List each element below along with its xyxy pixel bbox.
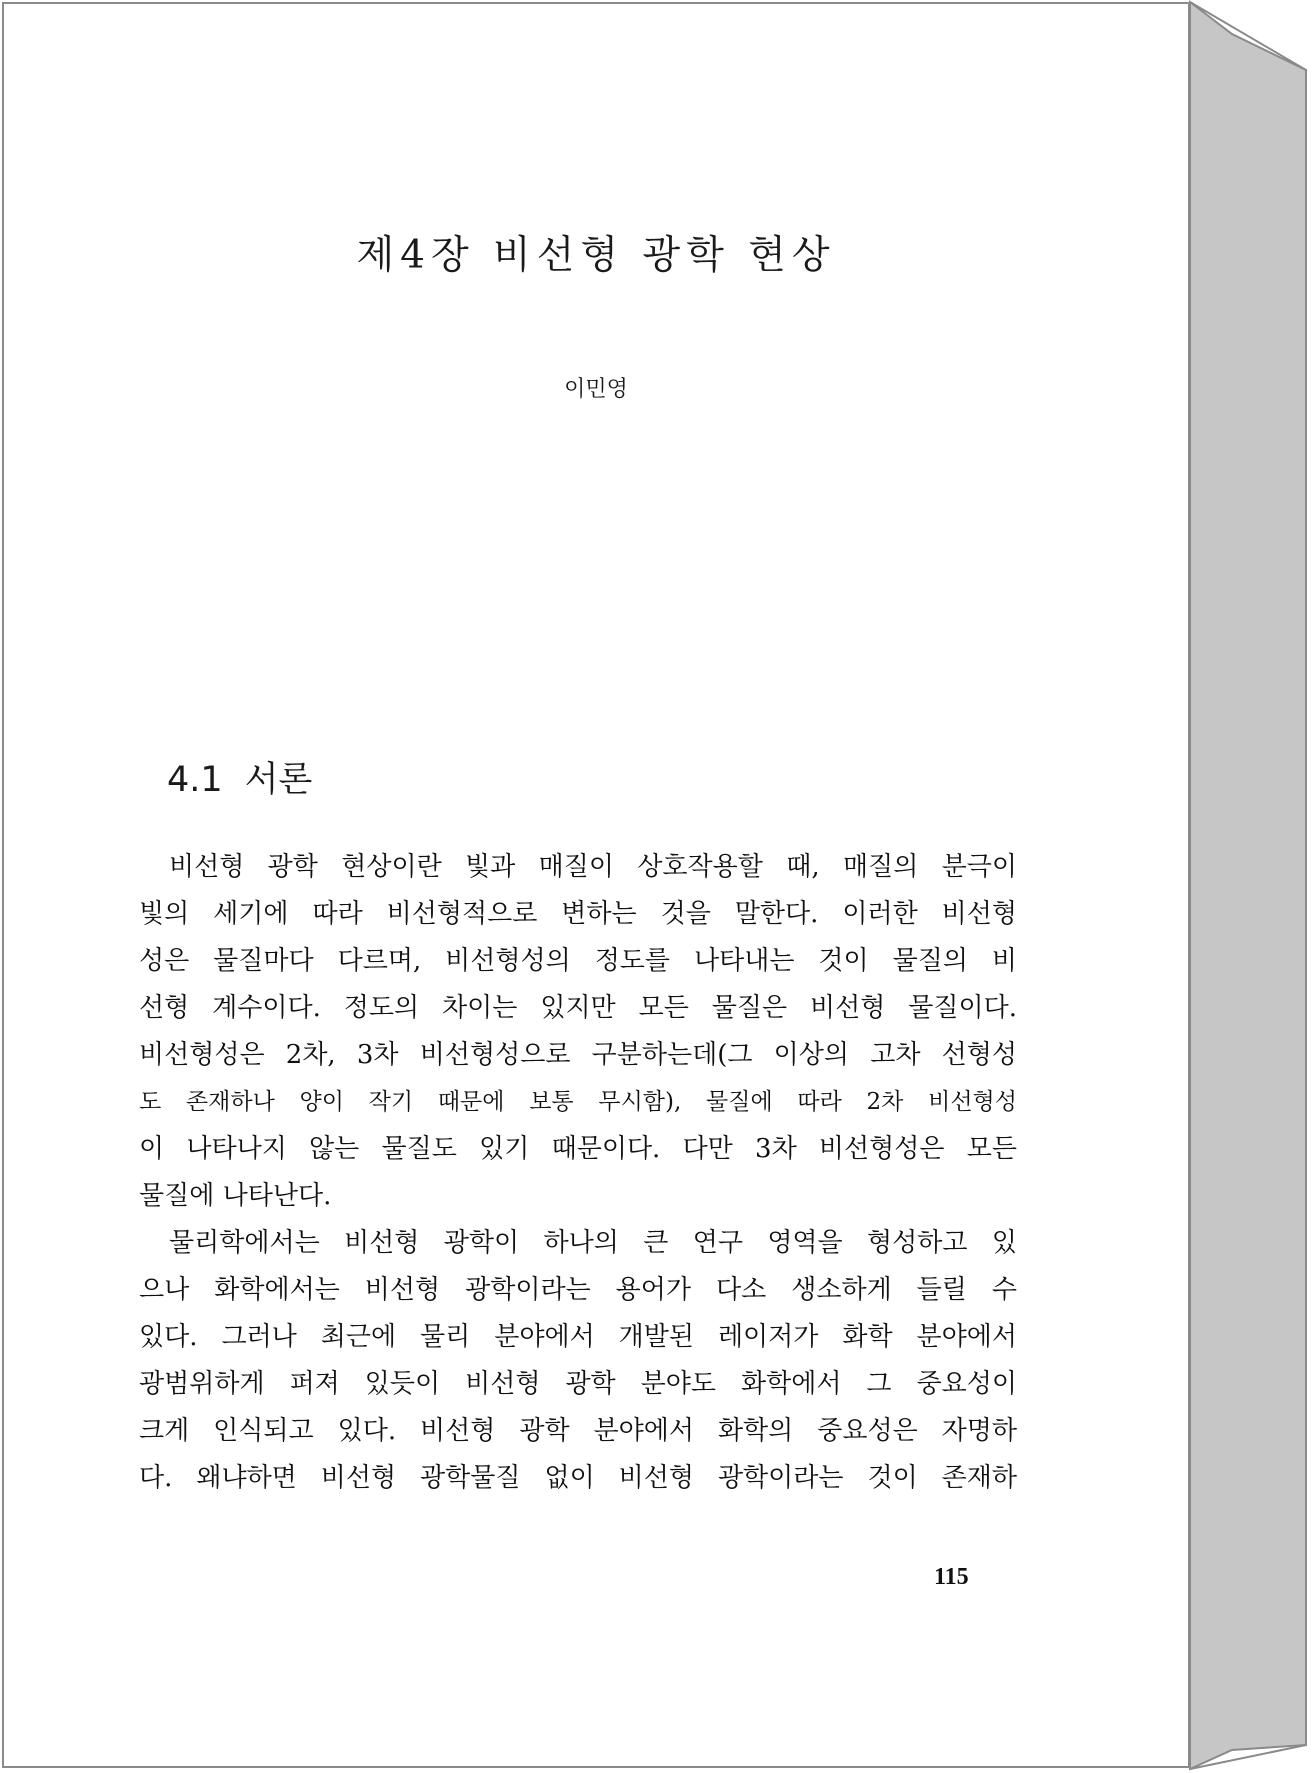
paragraph: [139, 1220, 1017, 1502]
section-number: 4.1: [167, 760, 223, 800]
text-line: 이 나타나지 않는 물질도 있기 때문이다. 다만 3차 비선형성은 모든: [139, 1134, 1017, 1164]
section-heading: [167, 752, 312, 802]
text-line: 물질에 나타난다.: [139, 1181, 332, 1211]
text-line: 빛의 세기에 따라 비선형적으로 변하는 것을 말한다. 이러한 비선형: [139, 899, 1017, 929]
chapter-title: 제4장 비선형 광학 현상: [356, 233, 836, 278]
text-line: 도 존재하나 양이 작기 때문에 보통 무시함), 물질에 따라 2차 비선형성: [139, 1089, 1017, 1115]
document-page: [2, 2, 1190, 1768]
text-line: 비선형성은 2차, 3차 비선형성으로 구분하는데(그 이상의 고차 선형성: [139, 1040, 1017, 1070]
text-line: 성은 물질마다 다르며, 비선형성의 정도를 나타내는 것이 물질의 비: [139, 946, 1017, 976]
text-line: 광범위하게 퍼져 있듯이 비선형 광학 분야도 화학에서 그 중요성이: [139, 1369, 1017, 1399]
text-line: 있다. 그러나 최근에 물리 분야에서 개발된 레이저가 화학 분야에서: [139, 1322, 1017, 1352]
text-line: 으나 화학에서는 비선형 광학이라는 용어가 다소 생소하게 들릴 수: [139, 1275, 1017, 1305]
text-line: 선형 계수이다. 정도의 차이는 있지만 모든 물질은 비선형 물질이다.: [139, 993, 1017, 1023]
text-line: 물리학에서는 비선형 광학이 하나의 큰 연구 영역을 형성하고 있: [169, 1228, 1017, 1258]
text-line: 크게 인식되고 있다. 비선형 광학 분야에서 화학의 중요성은 자명하: [139, 1416, 1017, 1446]
section-title-text: 서론: [244, 760, 313, 800]
body-text: [139, 844, 1017, 1502]
author-name: 이민영: [564, 377, 628, 402]
page-number: 115: [934, 1564, 969, 1590]
text-line: 비선형 광학 현상이란 빛과 매질이 상호작용할 때, 매질의 분극이: [169, 852, 1017, 882]
text-line: 다. 왜냐하면 비선형 광학물질 없이 비선형 광학이라는 것이 존재하: [139, 1463, 1017, 1493]
paragraph: [139, 844, 1017, 1220]
